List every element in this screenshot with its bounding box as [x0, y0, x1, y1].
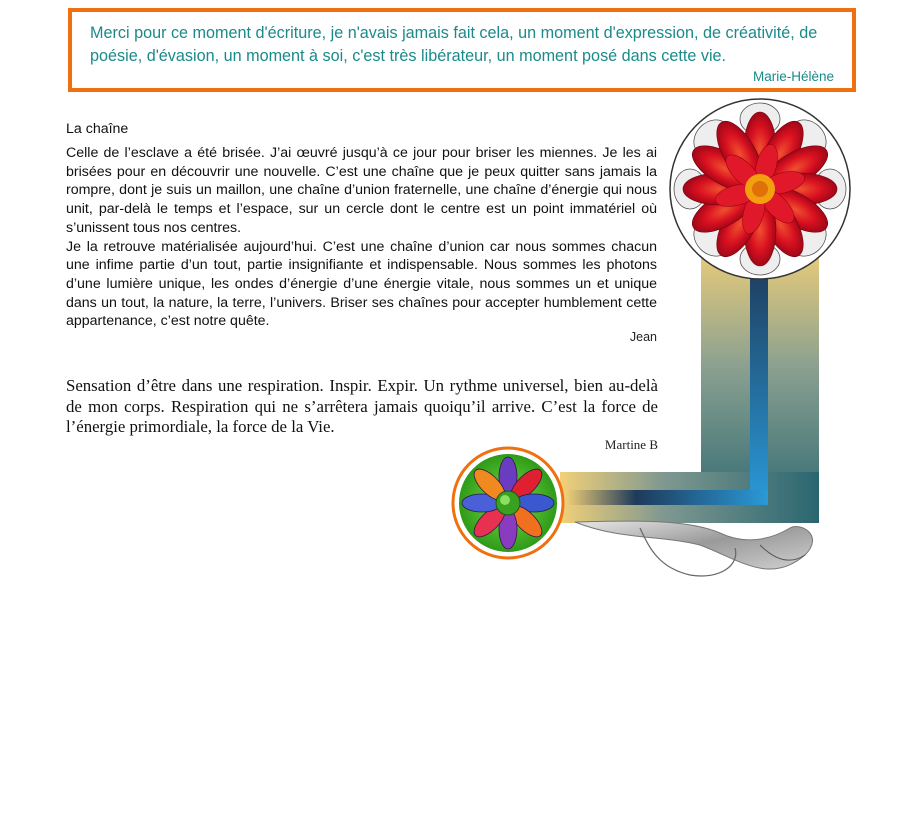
author-jean: Jean: [629, 330, 657, 344]
red-flower-medallion: [670, 99, 850, 279]
martine-text: Sensation d’être dans une respiration. Inspir. Expir. Un rythme universel, bien au-delà de mon corps. Respiration qui ne s’arrêtera jamais quoiqu’il arrive. C’est la force de l’énergie primordiale, la force de la Vie.: [66, 376, 658, 437]
section-title: La chaîne: [66, 121, 129, 137]
author-martine: Martine B: [604, 437, 658, 452]
green-flower-disc: [453, 448, 563, 558]
grey-scroll-ribbon: [575, 521, 813, 576]
jean-paragraph: Je la retrouve matérialisée aujourd’hui. C’est une chaîne d’union car nous sommes chacun une infime partie d’un tout, partie insignifiante et indispensable. Nous sommes les photons d’une lumière unique, les ondes d’énergie d’une énergie vitale, nous sommes un et unique dans un tout, la nature, la terre, l’univers. Briser ses chaînes pour accepter humblement cette appartenance, c’est notre quête.: [66, 238, 657, 330]
jean-paragraph: Celle de l’esclave a été brisée. J’ai œuvré jusqu’à ce jour pour briser les miennes. Je les ai brisées pour en découvrir une nouvelle. C’est une chaîne que je peux quitter sans jamais la rompre, dont je suis un maillon, une chaîne d’union fraternelle, une chaîne d’énergie qui nous unit, par-delà le temps et l’espace, sur un cercle dont le centre est un point immatériel où s’unissent tous nos centres.: [66, 145, 657, 236]
quote-text: Merci pour ce moment d'écriture, je n'avais jamais fait cela, un moment d'expression, de créativité, de poésie, d'évasion, un moment à soi, c'est très libérateur, un moment posé dans cette vie.: [90, 24, 818, 65]
quote-author: Marie-Hélène: [752, 69, 834, 84]
jean-text-block: [66, 144, 657, 331]
